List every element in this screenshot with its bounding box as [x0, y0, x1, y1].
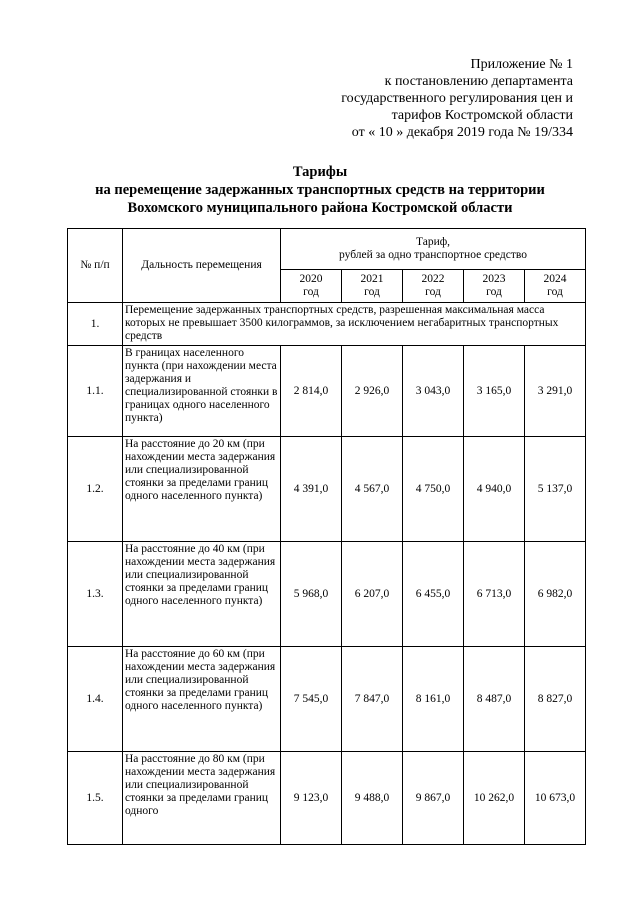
tariff-value: 5 968,0 — [281, 542, 342, 647]
year-unit: год — [547, 286, 563, 298]
year-value: 2022 — [421, 273, 445, 285]
year-unit: год — [364, 286, 380, 298]
row-description-text: На расстояние до 80 км (при нахождении места задержания или специализированной стоянки за пределами границ одного — [125, 753, 276, 817]
table-row — [68, 752, 586, 845]
section-description: Перемещение задержанных транспортных средств, разрешенная максимальная масса которых не превышает 3500 килограммов, за исключением негабаритных транспортных средств — [123, 303, 586, 346]
tariff-table — [67, 228, 586, 845]
row-description — [123, 752, 281, 845]
year-value: 2020 — [299, 273, 323, 285]
tariff-value: 8 487,0 — [464, 647, 525, 752]
title-line: Тарифы — [292, 164, 348, 180]
tariff-value: 9 123,0 — [281, 752, 342, 845]
appendix-line: от « 10 » декабря 2019 года № 19/334 — [351, 125, 573, 140]
tariff-value: 3 291,0 — [525, 346, 586, 437]
section-row — [68, 303, 586, 346]
header-num: № п/п — [68, 229, 123, 303]
row-description: На расстояние до 40 км (при нахождении места задержания или специализированной стоянки за пределами границ одного населенного пункта) — [123, 542, 281, 647]
tariff-value: 3 165,0 — [464, 346, 525, 437]
section-num: 1. — [68, 303, 123, 346]
tariff-value: 9 867,0 — [403, 752, 464, 845]
header-year — [464, 270, 525, 303]
table-row — [68, 542, 586, 647]
title-line: на перемещение задержанных транспортных средств на территории — [95, 182, 545, 198]
year-unit: год — [303, 286, 319, 298]
tariff-value: 6 982,0 — [525, 542, 586, 647]
tariff-value: 10 262,0 — [464, 752, 525, 845]
row-num: 1.4. — [68, 647, 123, 752]
year-unit: год — [425, 286, 441, 298]
tariff-value: 6 713,0 — [464, 542, 525, 647]
year-value: 2023 — [482, 273, 506, 285]
tariff-value: 2 926,0 — [342, 346, 403, 437]
row-description: На расстояние до 60 км (при нахождении места задержания или специализированной стоянки за пределами границ одного населенного пункта) — [123, 647, 281, 752]
appendix-line: государственного регулирования цен и — [341, 91, 573, 106]
row-description: На расстояние до 20 км (при нахождении места задержания или специализированной стоянки за пределами границ одного населенного пункта) — [123, 437, 281, 542]
tariff-value: 4 750,0 — [403, 437, 464, 542]
table-row — [68, 647, 586, 752]
row-num: 1.1. — [68, 346, 123, 437]
row-num: 1.3. — [68, 542, 123, 647]
tariff-value: 4 391,0 — [281, 437, 342, 542]
tariff-value: 6 207,0 — [342, 542, 403, 647]
appendix-block — [341, 56, 573, 141]
tariff-value: 5 137,0 — [525, 437, 586, 542]
appendix-line: тарифов Костромской области — [391, 108, 573, 123]
year-value: 2021 — [360, 273, 384, 285]
document-title — [0, 163, 640, 217]
title-line: Вохомского муниципального района Костромской области — [127, 200, 513, 216]
tariff-value: 4 940,0 — [464, 437, 525, 542]
tariff-value: 7 545,0 — [281, 647, 342, 752]
header-tariff-line: Тариф, — [415, 236, 451, 248]
tariff-value: 8 827,0 — [525, 647, 586, 752]
tariff-value: 2 814,0 — [281, 346, 342, 437]
tariff-value: 3 043,0 — [403, 346, 464, 437]
row-num: 1.2. — [68, 437, 123, 542]
header-year — [525, 270, 586, 303]
header-distance: Дальность перемещения — [123, 229, 281, 303]
row-num: 1.5. — [68, 752, 123, 845]
year-unit: год — [486, 286, 502, 298]
appendix-line: к постановлению департамента — [384, 74, 573, 89]
header-tariff-line: рублей за одно транспортное средство — [339, 249, 527, 261]
header-year — [403, 270, 464, 303]
row-description: В границах населенного пункта (при нахождении места задержания и специализированной стоянки в границах одного населенного пункта) — [123, 346, 281, 437]
tariff-value: 7 847,0 — [342, 647, 403, 752]
tariff-value: 6 455,0 — [403, 542, 464, 647]
header-tariff — [281, 229, 586, 270]
tariff-value: 10 673,0 — [525, 752, 586, 845]
table-row — [68, 437, 586, 542]
header-row — [68, 229, 586, 270]
header-year — [342, 270, 403, 303]
table-row — [68, 346, 586, 437]
tariff-value: 4 567,0 — [342, 437, 403, 542]
tariff-value: 8 161,0 — [403, 647, 464, 752]
year-value: 2024 — [543, 273, 567, 285]
appendix-line: Приложение № 1 — [470, 57, 573, 72]
header-year — [281, 270, 342, 303]
tariff-value: 9 488,0 — [342, 752, 403, 845]
